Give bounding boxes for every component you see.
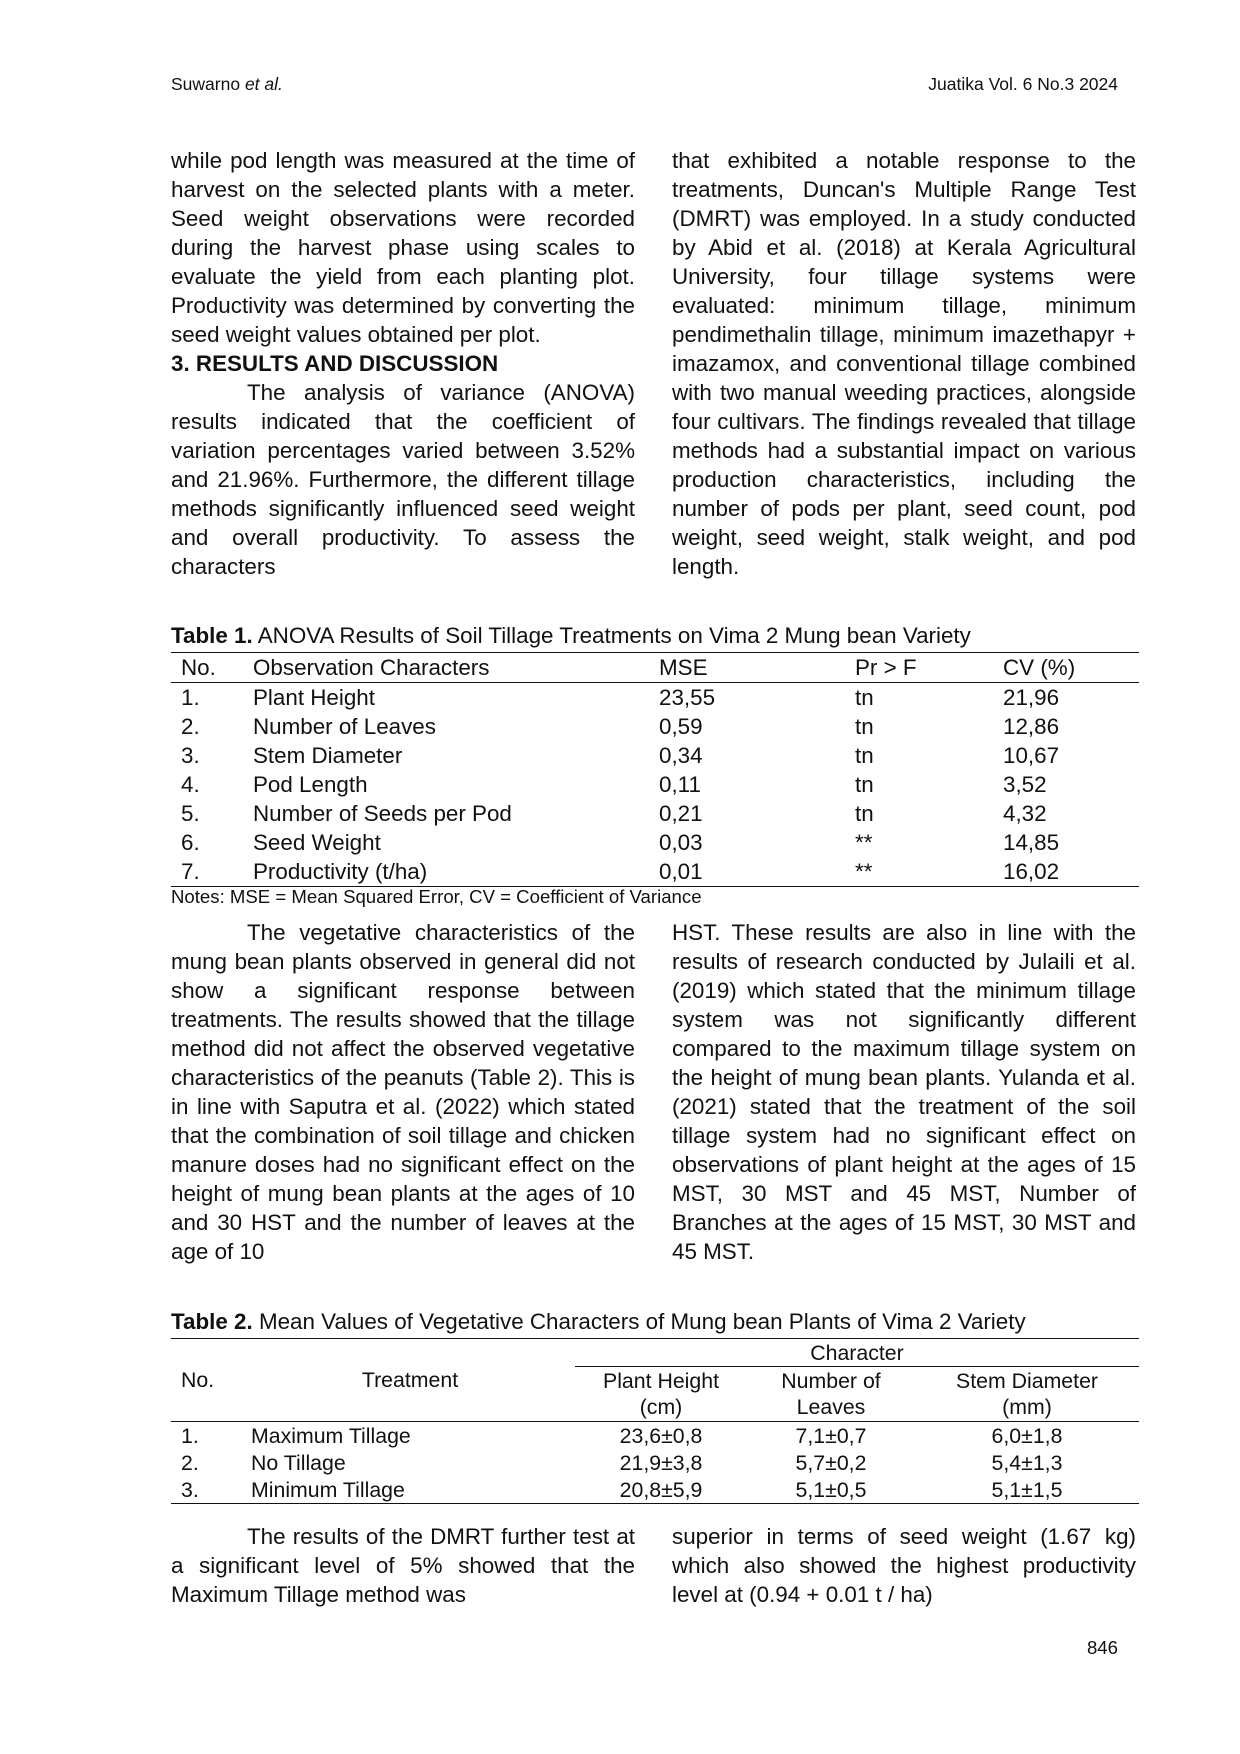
author-name: Suwarno — [171, 74, 241, 94]
table-cell: 1. — [181, 685, 200, 710]
right-column-top — [672, 146, 1136, 581]
et-al: et al. — [244, 74, 283, 94]
table-cell: ** — [855, 859, 873, 884]
table-cell: 23,55 — [659, 685, 716, 710]
table-row — [171, 683, 1139, 713]
table1-header-cell: No. — [181, 655, 216, 680]
table-cell: 5. — [181, 801, 200, 826]
left-column-top — [171, 146, 635, 581]
left-column-bottom — [171, 1522, 635, 1609]
table-cell: 4,32 — [1003, 801, 1047, 826]
table-cell: Number of Seeds per Pod — [253, 801, 512, 826]
table-cell: 1. — [181, 1423, 199, 1448]
running-header-authors — [171, 74, 283, 95]
paragraph-methods-end: while pod length was measured at the time of harvest on the selected plants with a meter. Seed weight observations were recorded during the harvest phase using scales to evaluate the yield from each planting plot. Productivity was determined by converting the seed weight values obtained per plot. — [171, 148, 635, 347]
table-cell: 4. — [181, 772, 200, 797]
table-cell: 2. — [181, 1450, 199, 1475]
table-cell: 0,21 — [659, 801, 703, 826]
header-line: Stem Diameter — [955, 1369, 1099, 1393]
table1-label: Table 1. — [171, 623, 253, 648]
table-cell: Pod Length — [253, 772, 368, 797]
table-cell: Stem Diameter — [253, 743, 403, 768]
table-cell: 5,4±1,3 — [991, 1450, 1063, 1475]
table-cell: 5,1±0,5 — [795, 1477, 867, 1502]
table1 — [171, 652, 1139, 887]
table-row — [171, 1449, 1139, 1476]
table-cell: tn — [855, 685, 874, 710]
paragraph-anova: The analysis of variance (ANOVA) results indicated that the coefficient of variation percentages varied between 3.52% and 21.96%. Furthermore, the different tillage methods significantly influenced seed weight and overall productivity. To assess the characters — [171, 380, 635, 579]
table-cell: ** — [855, 830, 873, 855]
header-line: Leaves — [796, 1395, 866, 1419]
table-cell: tn — [855, 801, 874, 826]
table2-header-no: No. — [181, 1368, 215, 1392]
table-row — [171, 828, 1139, 857]
page-number: 846 — [1086, 1637, 1118, 1658]
table-row — [171, 1422, 1139, 1450]
table1-title: ANOVA Results of Soil Tillage Treatments on Vima 2 Mung bean Variety — [257, 623, 971, 648]
table-cell: 3. — [181, 743, 200, 768]
table-cell: Seed Weight — [253, 830, 381, 855]
table1-header-cell: Observation Characters — [253, 655, 490, 680]
table-cell: 10,67 — [1003, 743, 1060, 768]
table-cell: 21,9±3,8 — [619, 1450, 703, 1475]
table-cell: Number of Leaves — [253, 714, 436, 739]
table-cell: Plant Height — [253, 685, 375, 710]
table1-header-cell: Pr > F — [855, 655, 917, 680]
table-cell: 23,6±0,8 — [619, 1423, 703, 1448]
table-cell: 6. — [181, 830, 200, 855]
table2-header-character: Character — [575, 1339, 1139, 1367]
header-line: Plant Height — [602, 1369, 720, 1393]
table-cell: 3,52 — [1003, 772, 1047, 797]
table-cell: 5,1±1,5 — [991, 1477, 1063, 1502]
table1-header-row — [171, 653, 1139, 683]
table-cell: 7. — [181, 859, 200, 884]
table-cell: 6,0±1,8 — [991, 1423, 1063, 1448]
table1-header-cell: CV (%) — [1003, 655, 1076, 680]
table-cell: 2. — [181, 714, 200, 739]
section-heading: 3. RESULTS AND DISCUSSION — [171, 351, 499, 376]
table-row — [171, 857, 1139, 887]
header-unit: (mm) — [1002, 1395, 1052, 1419]
header-line: Number of — [781, 1369, 881, 1393]
table-cell: 0,59 — [659, 714, 703, 739]
paragraph-dmrt-results-cont: superior in terms of seed weight (1.67 kg) which also showed the highest productivity level at (0.94 + 0.01 t / ha) — [672, 1524, 1136, 1607]
paragraph-vegetative-cont: HST. These results are also in line with the results of research conducted by Julaili et al. (2019) which stated that the minimum tillage system was not significantly different compared to the maximum tillage system on the height of mung bean plants. Yulanda et al. (2021) stated that the treatment of the soil tillage system had no significant effect on observations of plant height at the ages of 15 MST, 30 MST and 45 MST, Number of Branches at the ages of 15 MST, 30 MST and 45 MST. — [672, 920, 1136, 1264]
table-cell: Maximum Tillage — [251, 1423, 411, 1448]
table2-header-treatment: Treatment — [361, 1368, 459, 1392]
table-cell: 0,11 — [659, 772, 701, 797]
table-cell: 3. — [181, 1477, 199, 1502]
paragraph-vegetative: The vegetative characteristics of the mung bean plants observed in general did not show a significant response between treatments. The results showed that the tillage method did not affect the observed vegetative characteristics of the peanuts (Table 2). This is in line with Saputra et al. (2022) which stated that the combination of soil tillage and chicken manure doses had no significant effect on the height of mung bean plants at the ages of 10 and 30 HST and the number of leaves at the age of 10 — [171, 920, 635, 1264]
table-cell: 20,8±5,9 — [619, 1477, 703, 1502]
table2-header-leaves — [747, 1367, 915, 1422]
table1-header-cell: MSE — [659, 655, 708, 680]
table-cell: 0,34 — [659, 743, 703, 768]
table-row — [171, 712, 1139, 741]
table-cell: 0,01 — [659, 859, 703, 884]
table-cell: tn — [855, 772, 874, 797]
right-column-bottom — [672, 1522, 1136, 1609]
paragraph-dmrt-results: The results of the DMRT further test at a significant level of 5% showed that the Maximum Tillage method was — [171, 1524, 635, 1607]
table-cell: 5,7±0,2 — [795, 1450, 867, 1475]
table2 — [171, 1338, 1139, 1504]
table-cell: 21,96 — [1003, 685, 1060, 710]
table-cell: No Tillage — [251, 1450, 346, 1475]
table2-header-plant-height — [575, 1367, 747, 1422]
table-cell: 16,02 — [1003, 859, 1060, 884]
table1-notes: Notes: MSE = Mean Squared Error, CV = Coefficient of Variance — [171, 886, 702, 907]
table-row — [171, 741, 1139, 770]
table2-header-stem-diameter — [915, 1367, 1139, 1422]
table2-title: Mean Values of Vegetative Characters of Mung bean Plants of Vima 2 Variety — [258, 1309, 1026, 1334]
left-column-middle — [171, 918, 635, 1266]
table-cell: 14,85 — [1003, 830, 1060, 855]
table-cell: Productivity (t/ha) — [253, 859, 428, 884]
paragraph-dmrt: that exhibited a notable response to the treatments, Duncan's Multiple Range Test (DMRT) was employed. In a study conducted by Abid et al. (2018) at Kerala Agricultural University, four tillage systems were evaluated: minimum tillage, minimum pendimethalin tillage, minimum imazethapyr + imazamox, and conventional tillage combined with two manual weeding practices, alongside four cultivars. The findings revealed that tillage methods had a substantial impact on various production characteristics, including the number of pods per plant, seed count, pod weight, seed weight, stalk weight, and pod length. — [672, 148, 1136, 579]
running-header-journal: Juatika Vol. 6 No.3 2024 — [928, 74, 1118, 94]
header-unit: (cm) — [639, 1395, 683, 1419]
table-cell: 12,86 — [1003, 714, 1060, 739]
table-cell: Minimum Tillage — [251, 1477, 405, 1502]
table-row — [171, 799, 1139, 828]
table-cell: tn — [855, 714, 874, 739]
table2-header-row — [171, 1339, 1139, 1367]
table-row — [171, 1476, 1139, 1504]
table2-caption — [171, 1308, 1026, 1336]
right-column-middle — [672, 918, 1136, 1266]
table-cell: 0,03 — [659, 830, 703, 855]
table-cell: 7,1±0,7 — [795, 1423, 867, 1448]
table1-caption — [171, 622, 971, 650]
table2-label: Table 2. — [171, 1309, 253, 1334]
table-row — [171, 770, 1139, 799]
table-cell: tn — [855, 743, 874, 768]
